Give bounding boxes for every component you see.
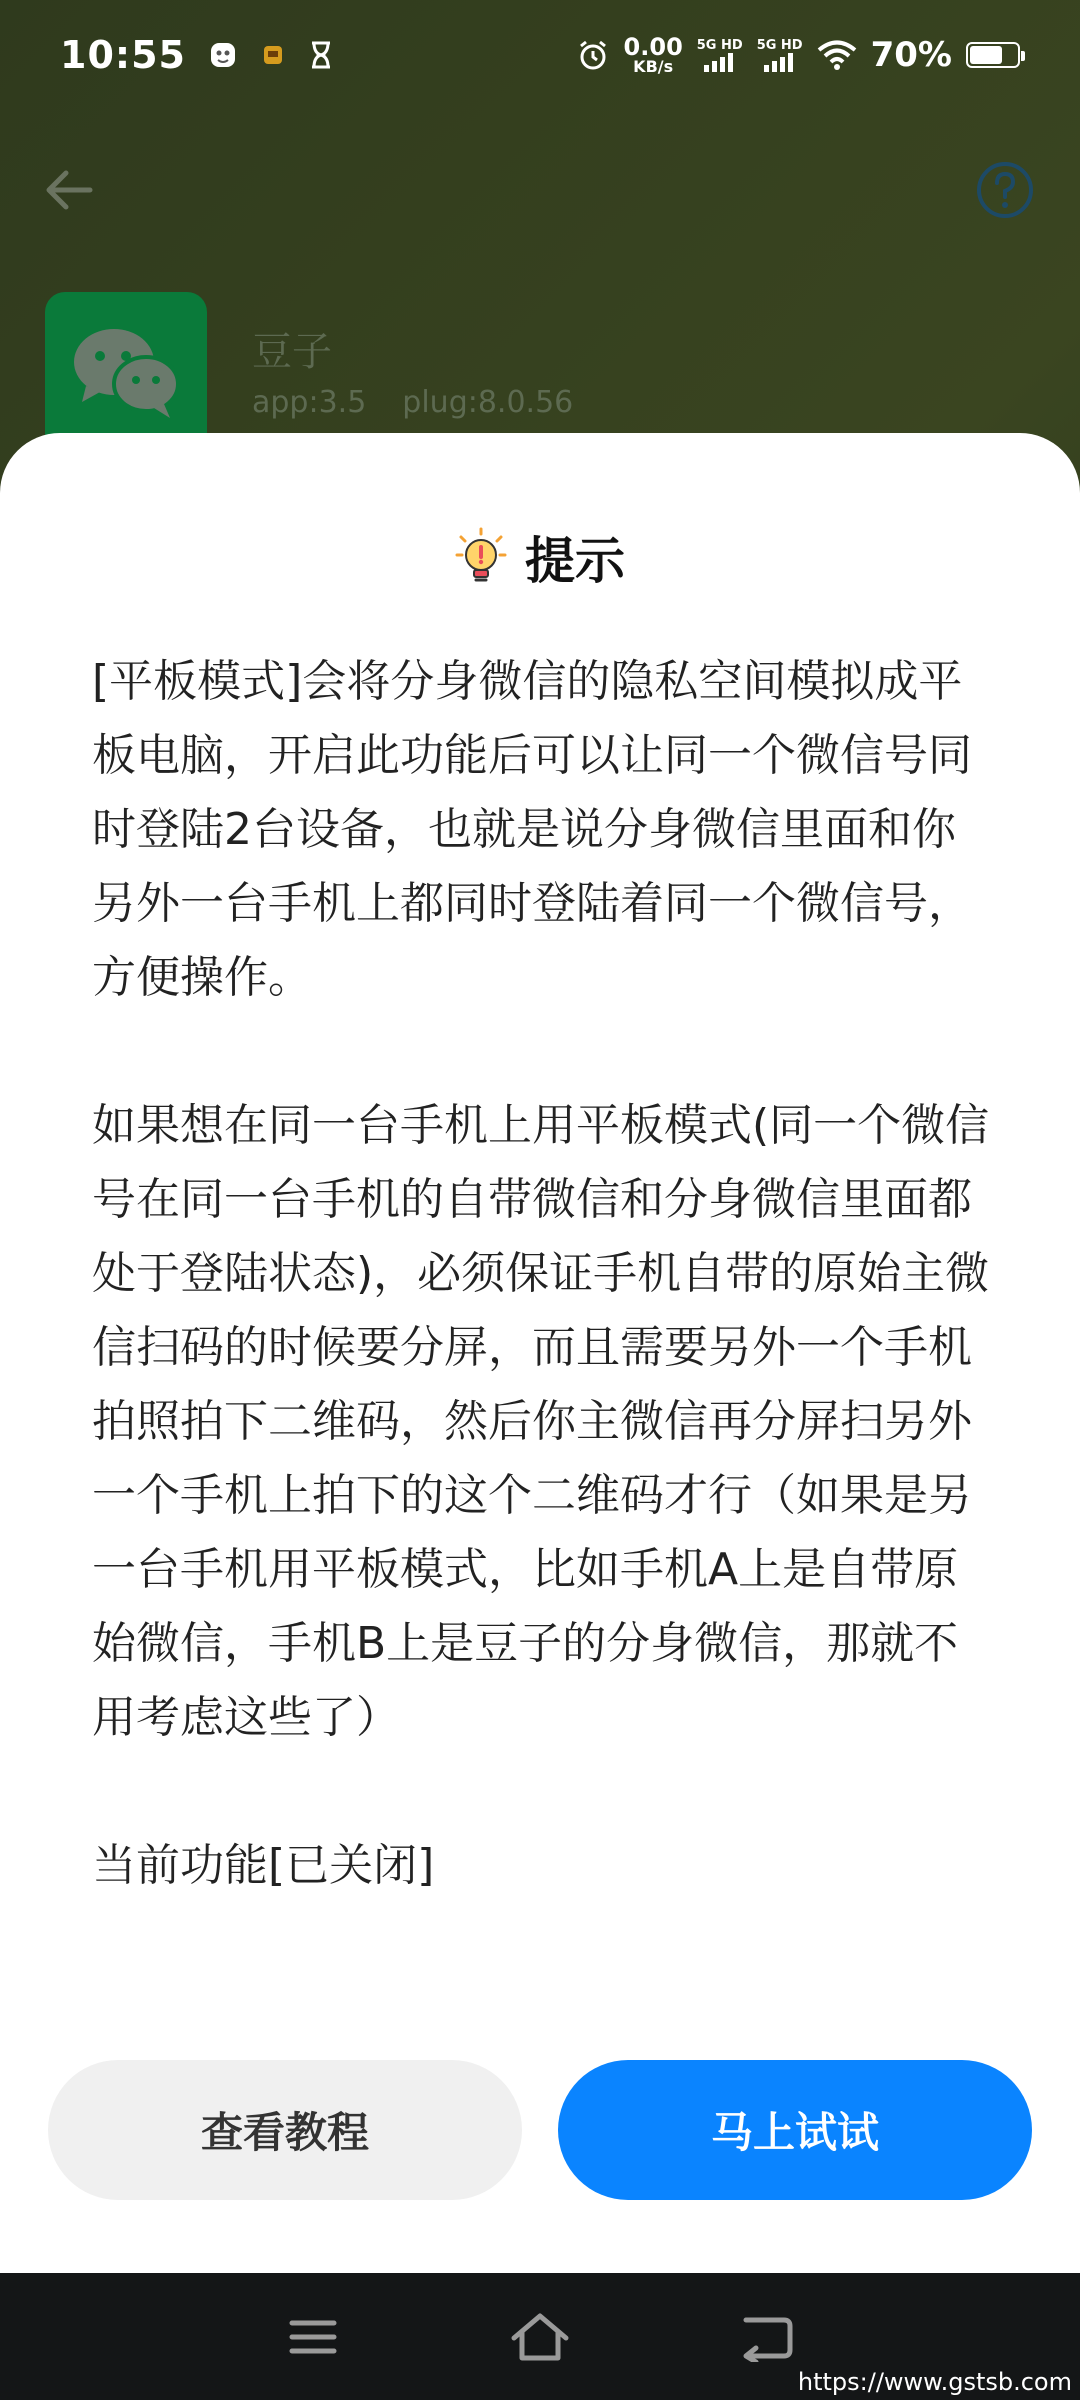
status-right bbox=[576, 35, 1020, 75]
tip-dialog bbox=[0, 433, 1080, 2273]
network-speed-value: 0.00 bbox=[623, 33, 683, 61]
view-tutorial-button[interactable]: 查看教程 bbox=[48, 2060, 522, 2200]
battery-icon bbox=[966, 42, 1020, 68]
alarm-icon bbox=[576, 38, 610, 72]
question-mark-icon bbox=[975, 160, 1035, 220]
dialog-paragraph-1: [平板模式]会将分身微信的隐私空间模拟成平板电脑，开启此功能后可以让同一个微信号同时登陆2台设备，也就是说分身微信里面和你另外一台手机上都同时登陆着同一个微信号，方便操作。 bbox=[92, 656, 972, 1003]
cell-signal-1 bbox=[697, 39, 743, 72]
home-icon bbox=[510, 2312, 570, 2362]
network-speed-unit: KB/s bbox=[633, 57, 674, 76]
status-time: 10:55 bbox=[60, 33, 186, 77]
back-button[interactable] bbox=[40, 160, 100, 220]
dialog-title-text: 提示 bbox=[525, 532, 625, 590]
wechat-app-icon bbox=[45, 292, 207, 454]
paragraph-gap bbox=[92, 1015, 992, 1089]
cell-signal-2 bbox=[757, 39, 803, 72]
help-button[interactable] bbox=[975, 160, 1035, 220]
app-notification-icon bbox=[208, 40, 238, 70]
wechat-logo-icon bbox=[66, 322, 186, 422]
app-version: app:3.5 bbox=[252, 385, 367, 420]
dialog-title bbox=[0, 521, 1080, 593]
cell-signal-2-label: 5G HD bbox=[756, 37, 803, 53]
arrow-left-icon bbox=[40, 160, 100, 220]
wifi-icon bbox=[817, 39, 857, 71]
try-now-button[interactable]: 马上试试 bbox=[558, 2060, 1032, 2200]
game-notification-icon bbox=[258, 40, 288, 70]
app-versions bbox=[252, 385, 573, 420]
signal-bars-icon bbox=[762, 52, 798, 72]
back-nav-button[interactable] bbox=[732, 2302, 802, 2372]
watermark-text: https://www.gstsb.com bbox=[797, 2368, 1072, 2396]
plug-version: plug:8.0.56 bbox=[402, 385, 574, 420]
battery-percent: 70% bbox=[870, 35, 952, 75]
back-icon bbox=[740, 2312, 794, 2362]
paragraph-gap bbox=[92, 1755, 992, 1829]
home-nav-button[interactable] bbox=[505, 2302, 575, 2372]
signal-bars-icon bbox=[702, 52, 738, 72]
hourglass-icon bbox=[308, 40, 334, 70]
status-bar bbox=[0, 0, 1080, 110]
dialog-paragraph-3: 当前功能[已关闭] bbox=[92, 1840, 435, 1891]
app-name: 豆子 bbox=[252, 329, 332, 375]
network-speed bbox=[624, 35, 683, 75]
lightbulb-icon bbox=[455, 527, 507, 587]
menu-icon bbox=[288, 2317, 338, 2357]
cell-signal-1-label: 5G HD bbox=[696, 37, 743, 53]
menu-nav-button[interactable] bbox=[278, 2302, 348, 2372]
battery-level bbox=[970, 46, 1002, 64]
app-card bbox=[45, 292, 573, 454]
dialog-paragraph-2: 如果想在同一台手机上用平板模式(同一个微信号在同一台手机的自带微信和分身微信里面都处于登陆状态)，必须保证手机自带的原始主微信扫码的时候要分屏，而且需要另外一个手机拍照拍下二维码，然后你主微信再分屏扫另外一个手机上拍下的这个二维码才行（如果是另一台手机用平板模式，比如手机A上是自带原始微信，手机B上是豆子的分身微信，那就不用考虑这些了） bbox=[92, 1100, 990, 1743]
notification-icons bbox=[208, 40, 334, 70]
dialog-body bbox=[92, 645, 992, 1903]
